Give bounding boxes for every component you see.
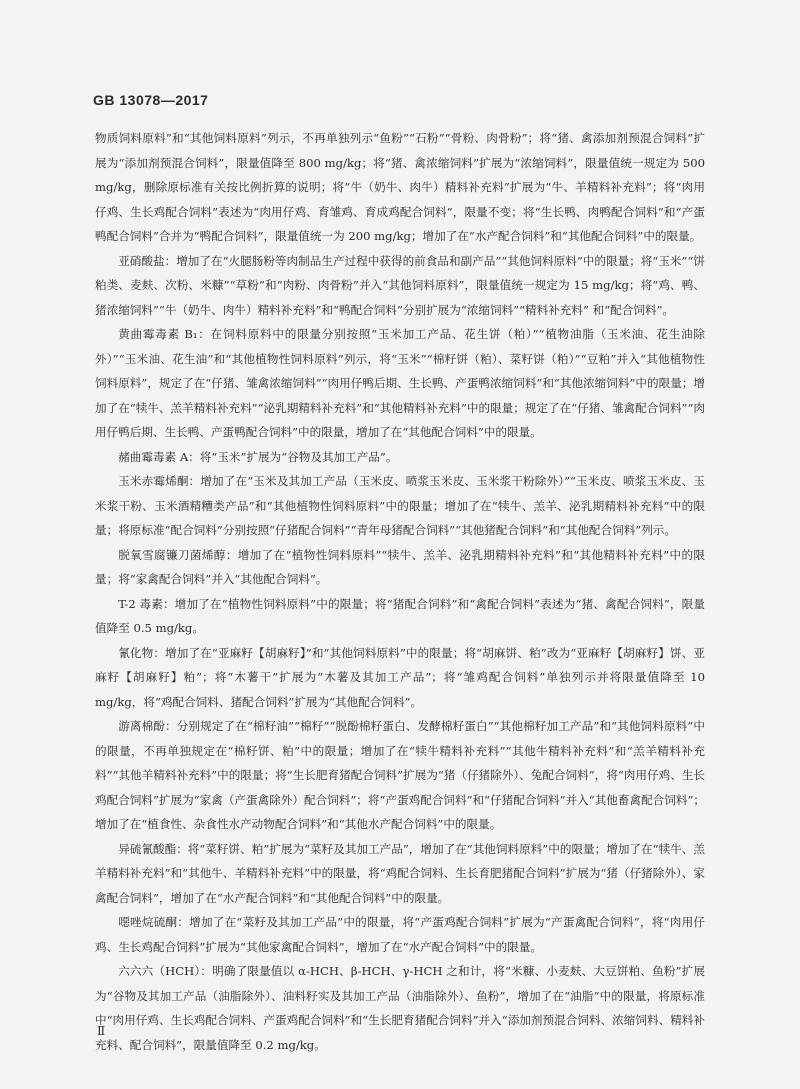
paragraph: 亚硝酸盐：增加了在“火腿肠粉等肉制品生产过程中获得的前食品和副产品”“其他饲料原料”中的限量；将“玉米”“饼粕类、麦麸、次粉、米糠”“草粉”和“肉粉、肉骨粉”并入“其他饲料原料”，限量值统一规定为 15 mg/kg；将“鸡、鸭、猪浓缩饲料”“牛（奶牛、肉牛）精料补充料”和“鸭配合饲料”分别扩展为“浓缩饲料”“精料补充料” 和“配合饲料”。 [95,253,705,317]
paragraph: T-2 毒素：增加了在“植物性饲料原料”中的限量；将“猪配合饲料”和“禽配合饲料”表述为“猪、禽配合饲料”，限量值降至 0.5 mg/kg。 [95,596,705,635]
paragraph: 赭曲霉毒素 A：将“玉米”扩展为“谷物及其加工产品”。 [118,449,398,464]
paragraph: 玉米赤霉烯酮：增加了在“玉米及其加工产品（玉米皮、喷浆玉米皮、玉米浆干粉除外）”“玉米皮、喷浆玉米皮、玉米浆干粉、玉米酒精糟类产品”和“其他植物性饲料原料”中的限量；增加了在“犊牛、羔羊、泌乳期精料补充料”中的限量；将原标准“配合饲料”分别按照“仔猪配合饲料”“青年母猪配合饲料”“其他猪配合饲料”和“其他配合饲料”列示。 [95,474,705,537]
document-body [95,126,705,1057]
page-number: Ⅱ [97,1024,106,1038]
paragraph: 氰化物：增加了在“亚麻籽【胡麻籽】”和“其他饲料原料”中的限量；将“胡麻饼、粕”改为“亚麻籽【胡麻籽】饼、亚麻籽【胡麻籽】粕”；将“木薯干”扩展为“木薯及其加工产品”；将“雏鸡配合饲料”单独列示并将限量值降至 10 mg/kg，将“鸡配合饲料、猪配合饲料”扩展为“其他配合饲料”。 [95,645,705,709]
paragraph: 黄曲霉毒素 B₁：在饲料原料中的限量分别按照“玉米加工产品、花生饼（粕）”“植物油脂（玉米油、花生油除外）”“玉米油、花生油”和“其他植物性饲料原料”列示，将“玉米”“棉籽饼（粕）、菜籽饼（粕）”“豆粕”并入“其他植物性饲料原料”，规定了在“仔猪、雏禽浓缩饲料”“肉用仔鸭后期、生长鸭、产蛋鸭浓缩饲料”和“其他浓缩饲料”中的限量；增加了在“犊牛、羔羊精料补充料”“泌乳期精料补充料”和“其他精料补充料”中的限量；规定了在“仔猪、雏禽配合饲料”“肉用仔鸭后期、生长鸭、产蛋鸭配合饲料”中的限量，增加了在“其他配合饲料”中的限量。 [95,327,705,439]
paragraph: 噁唑烷硫酮：增加了在“菜籽及其加工产品”中的限量，将“产蛋鸡配合饲料”扩展为“产蛋禽配合饲料”，将“肉用仔鸡、生长鸡配合饲料”扩展为“其他家禽配合饲料”，增加了在“水产配合饲料”中的限量。 [95,915,705,954]
paragraph: 游离棉酚：分别规定了在“棉籽油”“棉籽”“脱酚棉籽蛋白、发酵棉籽蛋白”“其他棉籽加工产品”和“其他饲料原料”中的限量，不再单独规定在“棉籽饼、粕”中的限量；增加了在“犊牛精料补充料”“其他牛精料补充料”和“羔羊精料补充料”“其他羊精料补充料”中的限量；将“生长肥育猪配合饲料”扩展为“猪（仔猪除外）、兔配合饲料”，将“肉用仔鸡、生长鸡配合饲料”扩展为“家禽（产蛋禽除外）配合饲料”；将“产蛋鸡配合饲料”和“仔猪配合饲料”并入“其他畜禽配合饲料”；增加了在“植食性、杂食性水产动物配合饲料”和“其他水产配合饲料”中的限量。 [95,719,705,831]
standard-code: GB 13078—2017 [93,92,209,108]
paragraph: 物质饲料原料”和“其他饲料原料”列示，不再单独列示“鱼粉”“石粉”“骨粉、肉骨粉”；将“猪、禽添加剂预混合饲料”扩展为“添加剂预混合饲料”，限量值降至 800 mg/kg；将“猪、禽浓缩饲料”扩展为“浓缩饲料”，限量值统一规定为 500 mg/kg，删除原标准有关按比例折算的说明；将“牛（奶牛、肉牛）精料补充料”扩展为“牛、羊精料补充料”；将“肉用仔鸡、生长鸡配合饲料”表述为“肉用仔鸡、育雏鸡、育成鸡配合饲料”，限量不变；将“生长鸭、肉鸭配合饲料”和“产蛋鸭配合饲料”合并为“鸭配合饲料”，限量值统一为 200 mg/kg；增加了在“水产配合饲料”和“其他配合饲料”中的限量。 [95,131,705,243]
paragraph: 异硫氰酸酯：将“菜籽饼、粕”扩展为“菜籽及其加工产品”，增加了在“其他饲料原料”中的限量；增加了在“犊牛、羔羊精料补充料”和“其他牛、羊精料补充料”中的限量，将“鸡配合饲料、生长育肥猪配合饲料”扩展为“猪（仔猪除外）、家禽配合饲料”，增加了在“水产配合饲料”和“其他配合饲料”中的限量。 [95,841,705,905]
paragraph: 脱氧雪腐镰刀菌烯醇：增加了在“植物性饲料原料”“犊牛、羔羊、泌乳期精料补充料”和“其他精料补充料”中的限量；将“家禽配合饲料”并入“其他配合饲料”。 [95,547,705,586]
paragraph: 六六六（HCH）：明确了限量值以 α-HCH、β-HCH、γ-HCH 之和计，将“米糠、小麦麸、大豆饼粕、鱼粉”扩展为“谷物及其加工产品（油脂除外）、油料籽实及其加工产品（油脂除外）、鱼粉”，增加了在“油脂”中的限量，将原标准中“肉用仔鸡、生长鸡配合饲料、产蛋鸡配合饲料”和“生长肥育猪配合饲料”并入“添加剂预混合饲料、浓缩饲料、精料补充料、配合饲料”，限量值降至 0.2 mg/kg。 [95,964,705,1052]
